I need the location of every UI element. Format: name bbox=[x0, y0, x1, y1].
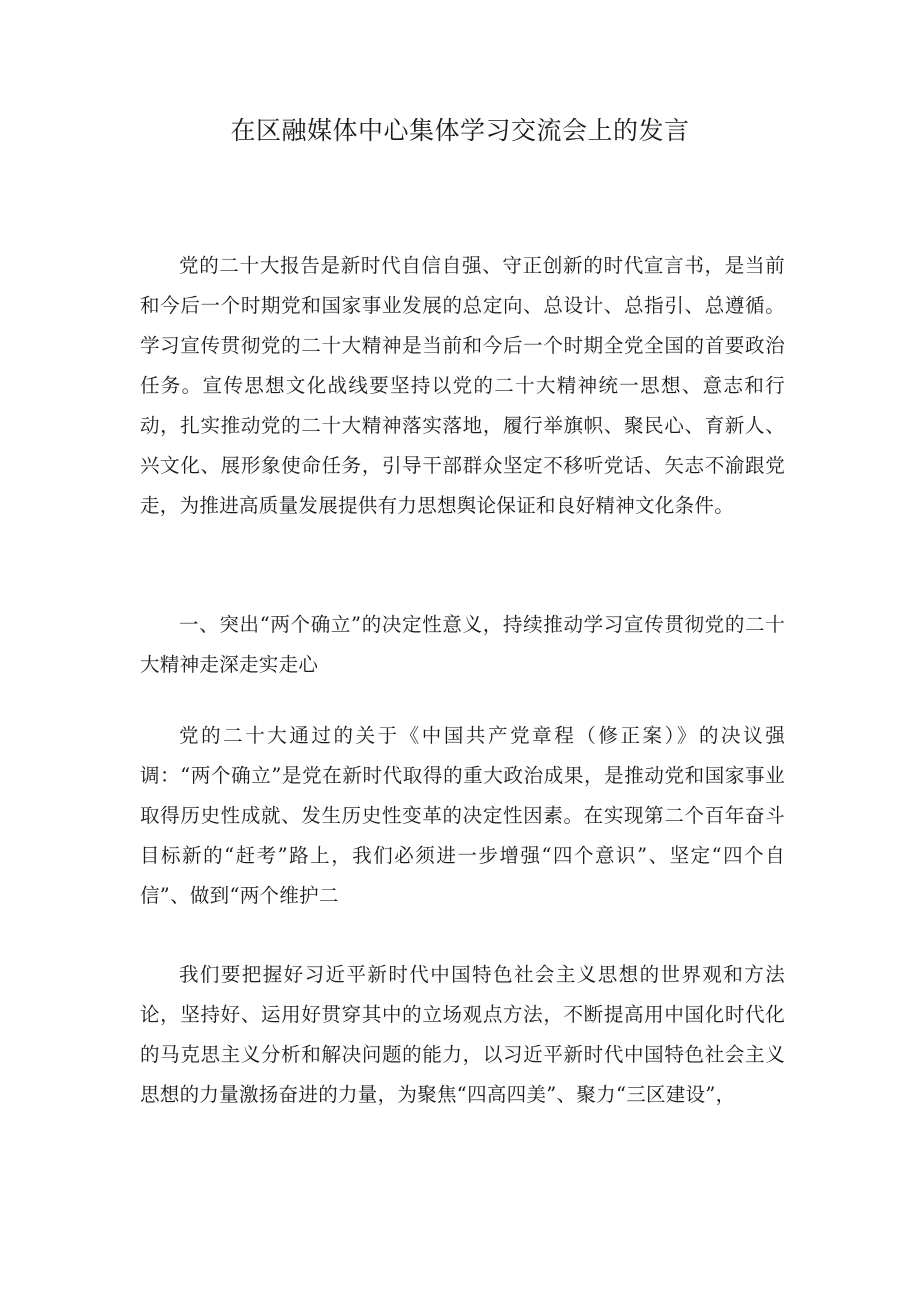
document-title: 在区融媒体中心集体学习交流会上的发言 bbox=[230, 116, 690, 145]
body-paragraph-two-establishments: 党的二十大通过的关于《中国共产党章程（修正案）》的决议强调：“两个确立”是党在新时代取得的重大政治成果，是推动党和国家事业取得历史性成就、发生历史性变革的决定性因素。在实现第二个百年奋斗目标新的“赶考”路上，我们必须进一步增强“四个意识”、坚定“四个自信”、做到“两个维护二 bbox=[140, 724, 785, 907]
body-paragraph-methodology: 我们要把握好习近平新时代中国特色社会主义思想的世界观和方法论，坚持好、运用好贯穿其中的立场观点方法，不断提高用中国化时代化的马克思主义分析和解决问题的能力，以习近平新时代中国特色社会主义思想的力量激扬奋进的力量，为聚焦“四高四美”、聚力“三区建设”， bbox=[140, 963, 785, 1106]
section-heading-one: 一、突出“两个确立”的决定性意义，持续推动学习宣传贯彻党的二十大精神走深走实走心 bbox=[140, 613, 785, 676]
body-paragraph-intro: 党的二十大报告是新时代自信自强、守正创新的时代宣言书，是当前和今后一个时期党和国家事业发展的总定向、总设计、总指引、总遵循。学习宣传贯彻党的二十大精神是当前和今后一个时期全党全国的首要政治任务。宣传思想文化战线要坚持以党的二十大精神统一思想、意志和行动，扎实推动党的二十大精神落实落地，履行举旗帜、聚民心、育新人、兴文化、展形象使命任务，引导干部群众坚定不移听党话、矢志不渝跟党走，为推进高质量发展提供有力思想舆论保证和良好精神文化条件。 bbox=[140, 254, 785, 517]
